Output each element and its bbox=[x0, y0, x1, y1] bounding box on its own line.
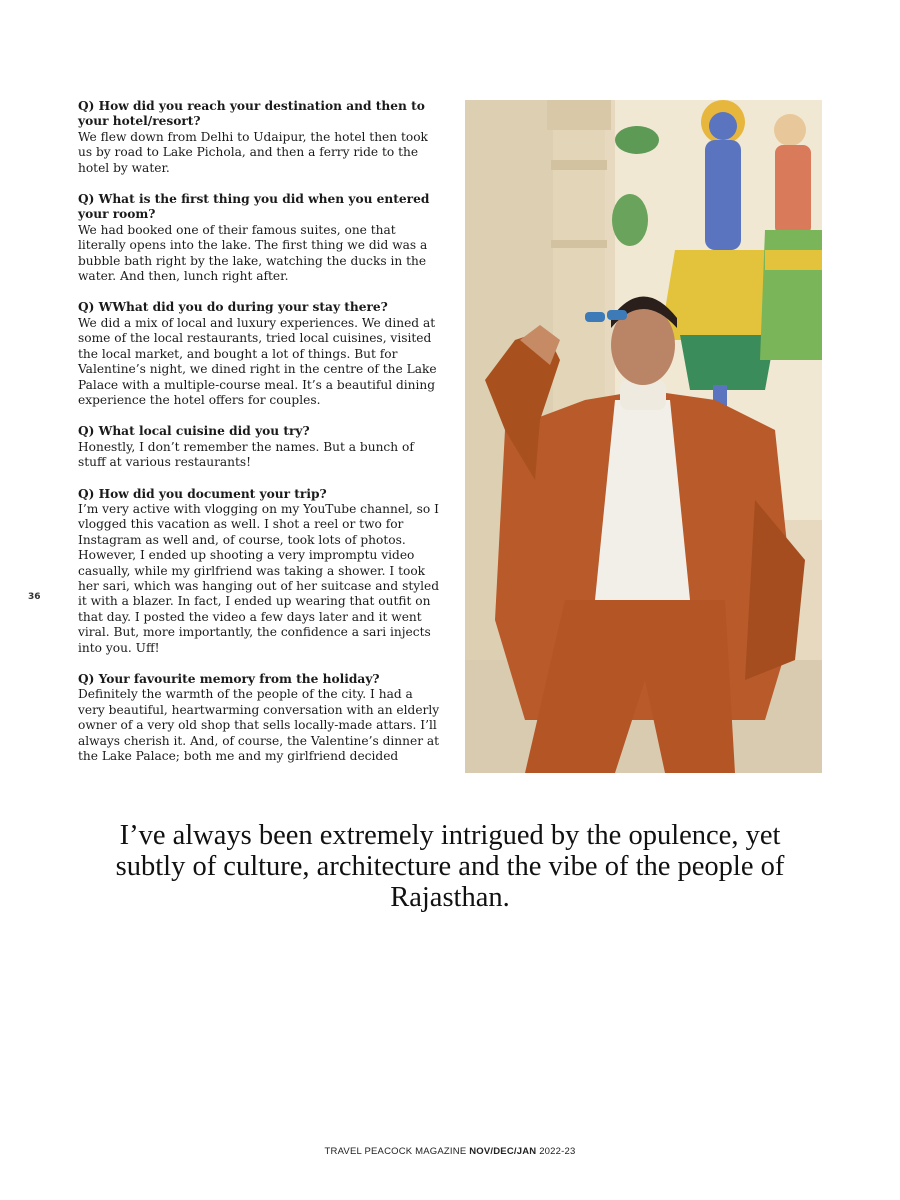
qa-block-3 bbox=[78, 300, 440, 408]
magazine-name: TRAVEL PEACOCK MAGAZINE bbox=[324, 1146, 470, 1157]
portrait-photo bbox=[465, 100, 822, 773]
issue-months: NOV/DEC/JAN bbox=[469, 1146, 537, 1157]
answer: I’m very active with vlogging on my YouTube channel, so I vlogged this vacation as well. I shot a reel or two for Instagram as well and, of course, took lots of photos. However, I ended up shooting a very impromptu video casually, while my girlfriend was taking a shower. I took her sari, which was hanging out of her suitcase and styled it with a blazer. In fact, I ended up wearing that outfit on that day. I posted the video a few days later and it went viral. But, more importantly, the confidence a sari injects into you. Uff! bbox=[78, 501, 440, 655]
page-number: 36 bbox=[28, 592, 41, 602]
question: Q) WWhat did you do during your stay there? bbox=[78, 300, 388, 315]
question: Q) What is the first thing you did when you entered your room? bbox=[78, 192, 430, 222]
issue-year: 2022-23 bbox=[536, 1146, 576, 1157]
answer: We had booked one of their famous suites, one that literally opens into the lake. The first thing we did was a bubble bath right by the lake, watching the ducks in the water. And then, lunch right after. bbox=[78, 222, 428, 284]
pull-quote: I’ve always been extremely intrigued by the opulence, yet subtly of culture, architecture and the vibe of the people of Rajasthan. bbox=[115, 820, 785, 913]
footer bbox=[0, 1146, 900, 1157]
interview-column bbox=[78, 99, 440, 780]
qa-block-5 bbox=[78, 487, 440, 656]
qa-block-1 bbox=[78, 99, 440, 176]
answer: Honestly, I don’t remember the names. But a bunch of stuff at various restaurants! bbox=[78, 439, 414, 470]
answer: We did a mix of local and luxury experiences. We dined at some of the local restaurants, tried local cuisines, visited the local market, and bought a lot of things. But for Valentine’s night, we dined right in the centre of the Lake Palace with a multiple-course meal. It’s a beautiful dining experience the hotel offers for couples. bbox=[78, 315, 437, 407]
question: Q) How did you document your trip? bbox=[78, 486, 327, 501]
question: Q) Your favourite memory from the holiday? bbox=[78, 672, 380, 686]
qa-block-2 bbox=[78, 192, 440, 284]
question: Q) What local cuisine did you try? bbox=[78, 424, 310, 439]
question: Q) How did you reach your destination and then to your hotel/resort? bbox=[78, 99, 425, 129]
answer: We flew down from Delhi to Udaipur, the hotel then took us by road to Lake Pichola, and then a ferry ride to the hotel by water. bbox=[78, 129, 428, 175]
answer: Definitely the warmth of the people of the city. I had a very beautiful, heartwarming conversation with an elderly owner of a very old shop that sells locally-made attars. I’ll always cherish it. And, of course, the Valentine’s dinner at the Lake Palace; both me and my girlfriend decided bbox=[78, 687, 440, 764]
qa-block-4 bbox=[78, 424, 440, 470]
qa-block-6 bbox=[78, 672, 440, 764]
